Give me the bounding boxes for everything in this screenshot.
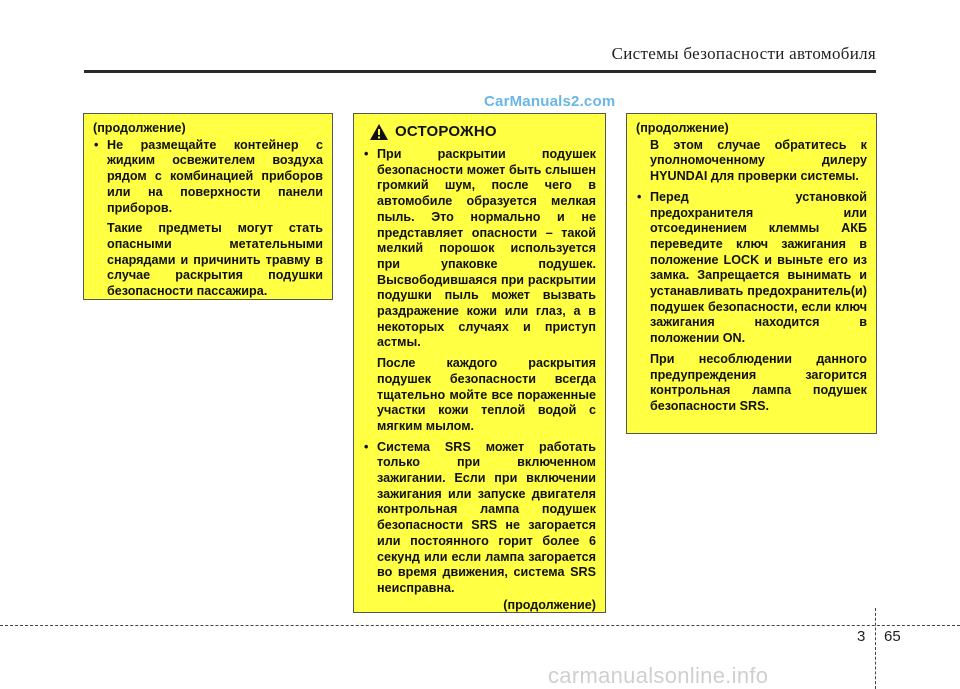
bullet-item: • При раскрытии подушек безопасности может быть слышен громкий шум, после чего в автомобиле образуется мелкая пыль. Это нормально и не представляет опасности – такой мелкий порошок используется при упаковке подушек. Высвободившаяся при раскрытии подушки пыль может вызвать раздражение кожи или глаз, а в некоторых случаях и приступ астмы. [363, 147, 596, 351]
paragraph: Такие предметы могут стать опасными метательными снарядами и причинить травму в случае раскрытия подушки безопасности пассажира. [107, 221, 323, 299]
continued-note-box [626, 113, 877, 434]
paragraph: При несоблюдении данного предупреждения загорится контрольная лампа подушек безопасности SRS. [650, 351, 867, 413]
bullet-item: • Не размещайте контейнер с жидким освежителем воздуха рядом с комбинацией приборов или на поверхности панели приборов. [93, 138, 323, 217]
section-title: Системы безопасности автомобиля [611, 44, 876, 63]
watermark-bottom: carmanualsonline.info [548, 663, 769, 688]
continued-label: (продолжение) [636, 121, 729, 135]
warning-triangle-icon [369, 123, 389, 141]
header-rule [84, 70, 876, 73]
paragraph: В этом случае обратитесь к уполномоченному дилеру HYUNDAI для проверки системы. [650, 137, 867, 184]
bullet-item: • Система SRS может работать только при включенном зажигании. Если при включении зажигания или запуске двигателя контрольная лампа подушек безопасности SRS не загорается или постоянного горит более 6 секунд или если лампа загорается во время движения, система SRS неисправна. [363, 440, 596, 597]
chapter-number: 3 [857, 628, 866, 645]
footer-rule [0, 625, 960, 626]
watermark-top: CarManuals2.com [484, 93, 616, 110]
bullet-item: • Перед установкой предохранителя или отсоединением клеммы АКБ переведите ключ зажигания в положение LOCK и выньте его из замка. Запрещается вынимать и устанавливать предохранитель(и) подушек безопасности, если ключ зажигания находится в положении ON. [636, 190, 867, 347]
continued-label: (продолжение) [503, 597, 596, 612]
paragraph: После каждого раскрытия подушек безопасности всегда тщательно мойте все пораженные участки кожи теплой водой с мягким мылом. [377, 356, 596, 433]
warning-header [369, 123, 596, 141]
page-number: 65 [884, 628, 901, 645]
warning-title: ОСТОРОЖНО [395, 123, 497, 141]
continued-label: (продолжение) [93, 121, 186, 135]
page-number-separator [875, 608, 876, 689]
continued-note-box [83, 113, 333, 300]
warning-box [353, 113, 606, 613]
